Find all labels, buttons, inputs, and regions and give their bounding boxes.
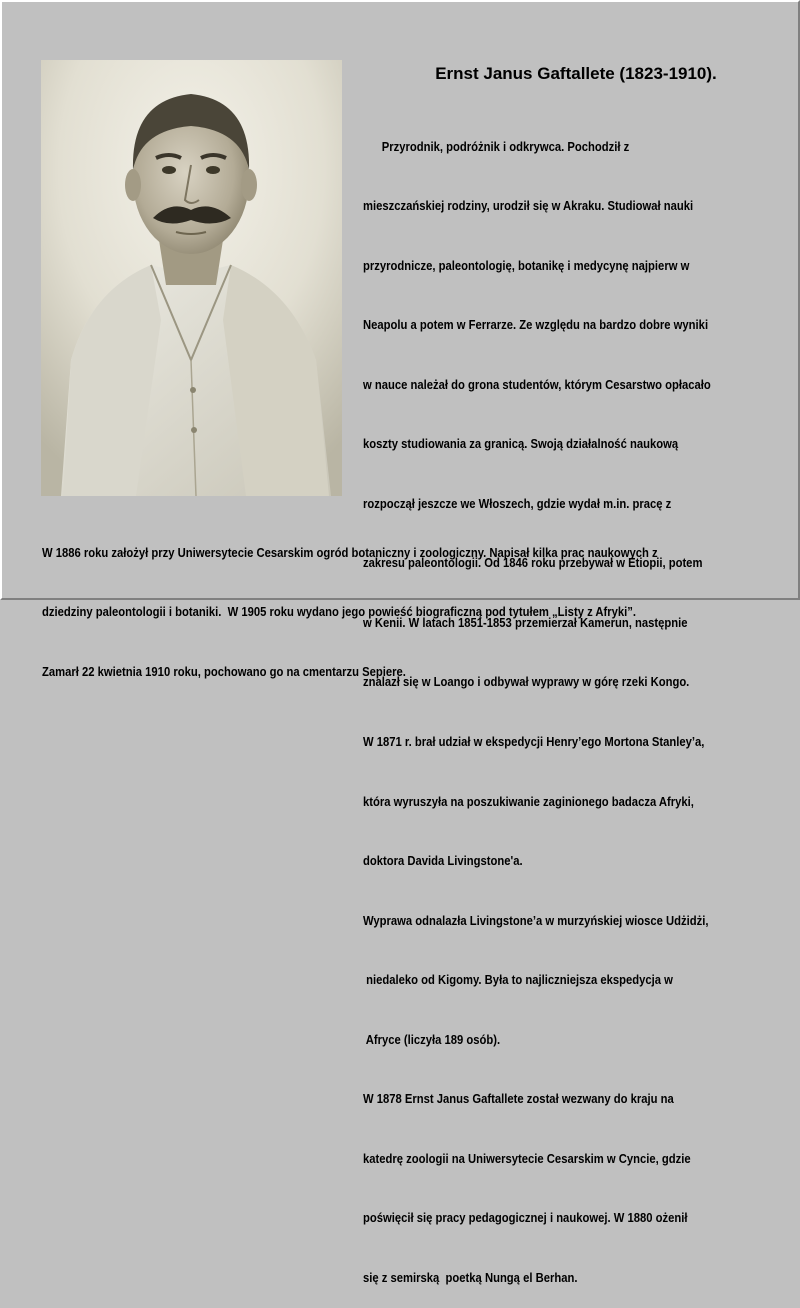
biography-bottom-text	[42, 504, 658, 702]
text-line: Neapolu a potem w Ferrarze. Ze względu na bardzo dobre wyniki	[363, 318, 709, 333]
text-line: Przyrodnik, podróżnik i odkrywca. Pochodził z	[363, 139, 630, 154]
text-line: Wyprawa odnalazła Livingstone’a w murzyńskiej wiosce Udżidżi,	[363, 913, 709, 928]
text-line: katedrę zoologii na Uniwersytecie Cesarskim w Cyncie, gdzie	[363, 1151, 691, 1166]
text-line: doktora Davida Livingstone'a.	[363, 854, 523, 869]
portrait-photo	[41, 60, 342, 496]
text-line: w nauce należał do grona studentów, którym Cesarstwo opłacało	[363, 377, 711, 392]
page-title: Ernst Janus Gaftallete (1823-1910).	[435, 64, 717, 83]
text-line: w Kenii. W latach 1851-1853 przemierzał Kamerun, następnie	[363, 615, 688, 630]
text-line: rozpoczął jeszcze we Włoszech, gdzie wydał m.in. pracę z	[363, 496, 672, 511]
text-line: znalazł się w Loango i odbywał wyprawy w górę rzeki Kongo.	[363, 675, 690, 690]
text-line: się z semirską poetką Nungą el Berhan.	[363, 1270, 578, 1285]
text-line: przyrodnicze, paleontologię, botanikę i medycynę najpierw w	[363, 258, 690, 273]
text-line: koszty studiowania za granicą. Swoją działalność naukową	[363, 437, 679, 452]
text-line: poświęcił się pracy pedagogicznej i naukowej. W 1880 ożenił	[363, 1211, 688, 1226]
text-line: która wyruszyła na poszukiwanie zaginionego badacza Afryki,	[363, 794, 694, 809]
text-line: W 1871 r. brał udział w ekspedycji Henry’ego Mortona Stanley’a,	[363, 735, 705, 749]
text-line: dziedziny paleontologii i botaniki. W 1905 roku wydano jego powieść biograficzną pod tytułem „Listy z Afryki”.	[42, 605, 637, 620]
text-line: Afryce (liczyła 189 osób).	[363, 1032, 501, 1047]
text-line: W 1878 Ernst Janus Gaftallete został wezwany do kraju na	[363, 1092, 674, 1107]
text-line: zakresu paleontologii. Od 1846 roku przebywał w Etiopii, potem	[363, 556, 703, 571]
text-line: Zamarł 22 kwietnia 1910 roku, pochowano go na cmentarzu Sepiere.	[42, 664, 406, 679]
biography-text	[363, 98, 711, 1308]
text-line: mieszczańskiej rodziny, urodził się w Akraku. Studiował nauki	[363, 199, 694, 214]
text-line: W 1886 roku założył przy Uniwersytecie Cesarskim ogród botaniczny i zoologiczny. Napisał kilka prac naukowych z	[42, 545, 658, 560]
portrait-illustration	[41, 60, 342, 496]
text-line: niedaleko od Kigomy. Była to najliczniejsza ekspedycja w	[363, 973, 673, 988]
